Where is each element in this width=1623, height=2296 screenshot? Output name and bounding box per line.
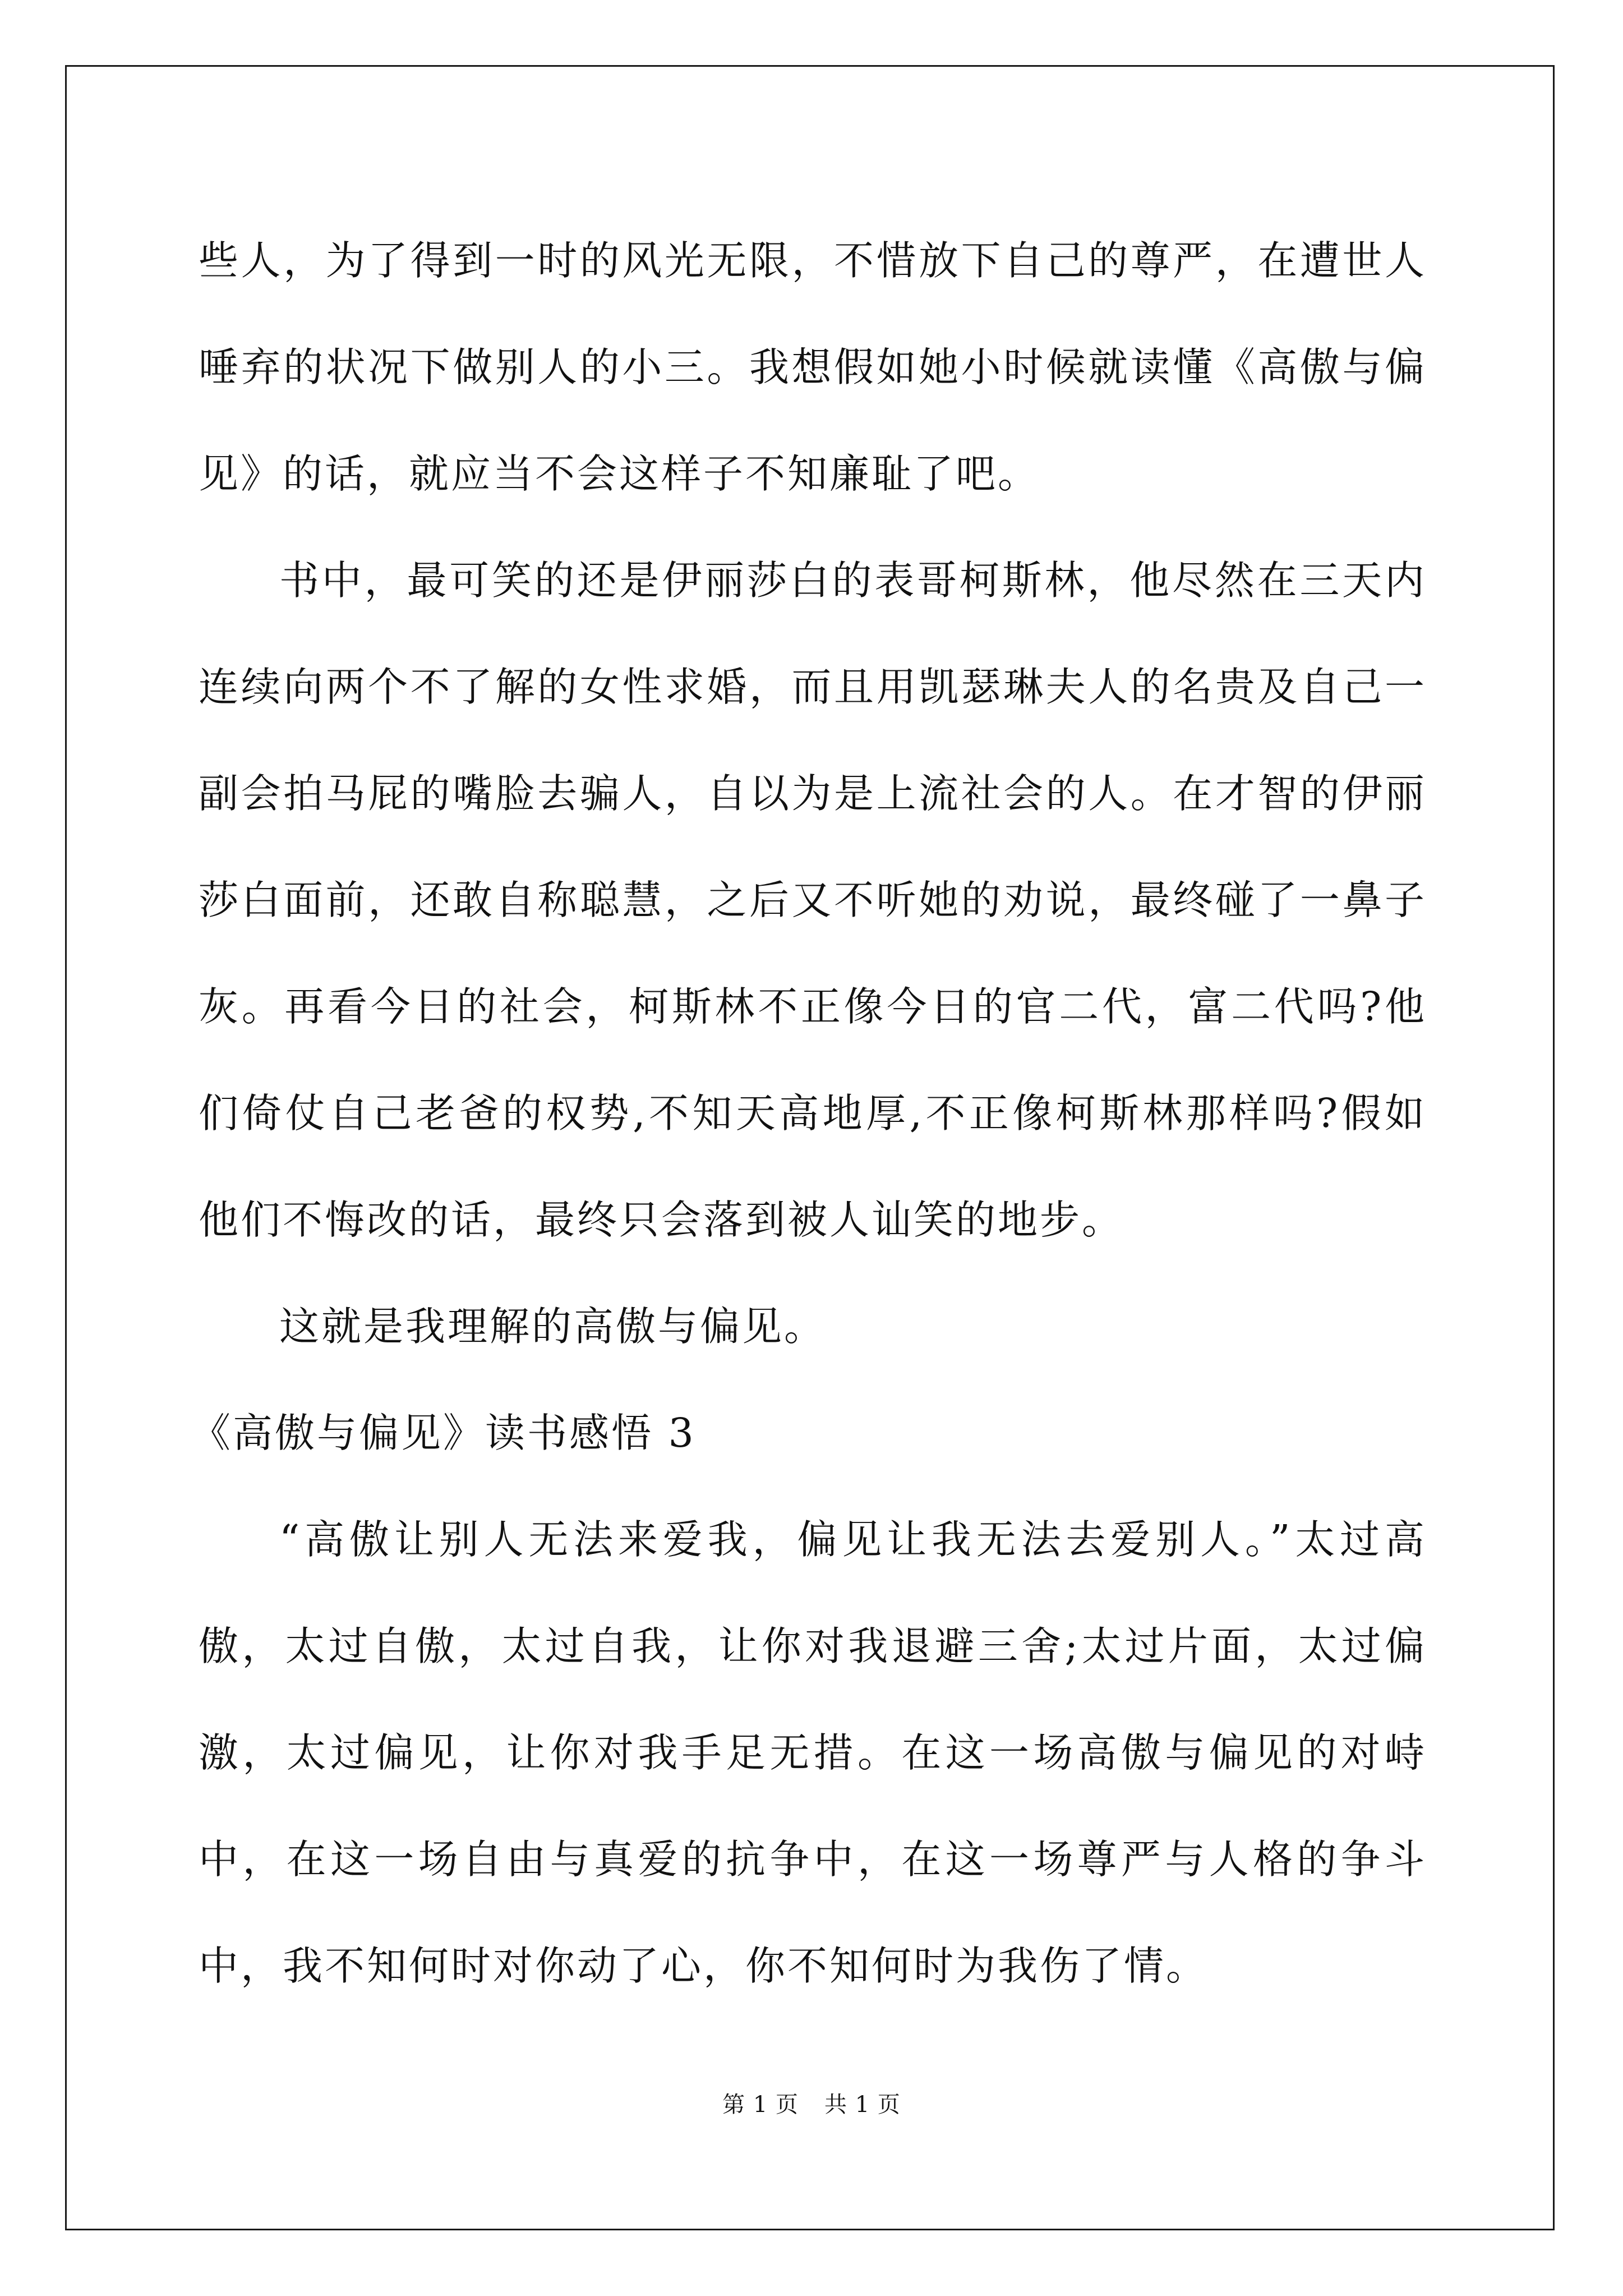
paragraph-collins: 书中，最可笑的还是伊丽莎白的表哥柯斯林，他尽然在三天内连续向两个不了解的女性求婚，而且用凯瑟琳夫人的名贵及自己一副会拍马屁的嘴脸去骗人，自以为是上流社会的人。在才智的伊丽莎白面前，还敢自称聪慧，之后又不听她的劝说，最终碰了一鼻子灰。再看今日的社会，柯斯林不正像今日的官二代，富二代吗?他们倚仗自己老爸的权势,不知天高地厚,不正像柯斯林那样吗?假如他们不悔改的话，最终只会落到被人讪笑的地步。 [199,557,1427,1243]
page-footer [0,2088,1623,2122]
page-number: 第 1 页 [722,2092,799,2118]
page-total: 共 1 页 [824,2092,901,2118]
section-heading: 《高傲与偏见》读书感悟 3 [191,1410,696,1456]
document-body [191,208,1427,2019]
paragraph-continuation: 些人，为了得到一时的风光无限，不惜放下自己的尊严，在遭世人唾弃的状况下做别人的小三。我想假如她小时候就读懂《高傲与偏见》的话，就应当不会这样子不知廉耻了吧。 [199,237,1427,497]
paragraph-conclusion: 这就是我理解的高傲与偏见。 [279,1303,827,1350]
paragraph-essay-3: “高傲让别人无法来爱我，偏见让我无法去爱别人。”太过高傲，太过自傲，太过自我，让你对我退避三舍;太过片面，太过偏激，太过偏见，让你对我手足无措。在这一场高傲与偏见的对峙中，在这一场自由与真爱的抗争中，在这一场尊严与人格的争斗中，我不知何时对你动了心，你不知何时为我伤了情。 [199,1516,1427,1989]
